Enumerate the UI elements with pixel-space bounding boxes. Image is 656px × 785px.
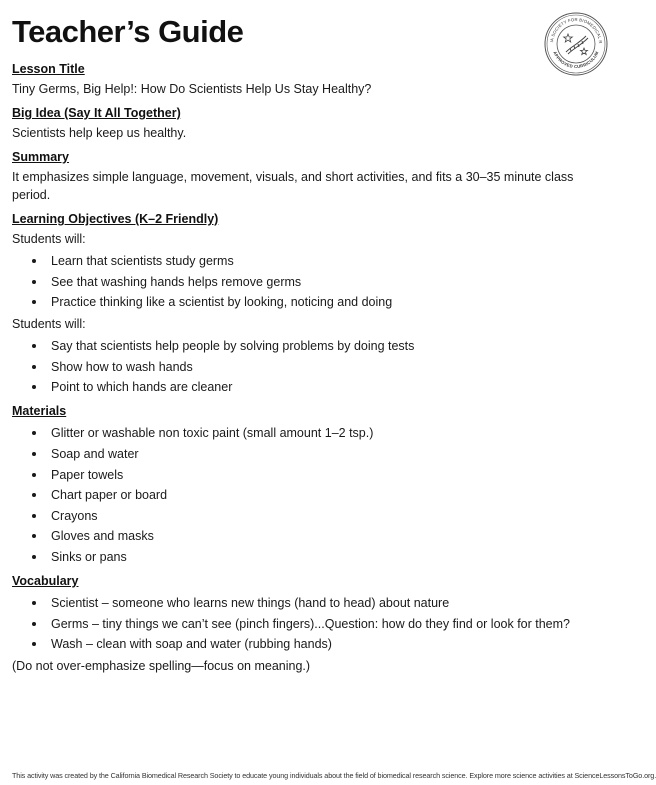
list-item: Sinks or pans [12,548,588,566]
lesson-title-text: Tiny Germs, Big Help!: How Do Scientists Help Us Stay Healthy? [12,82,372,96]
bullet-icon [32,642,36,646]
big-idea-heading: Big Idea (Say It All Together) [12,106,181,120]
list-item: Gloves and masks [12,527,588,545]
list-item: Crayons [12,507,588,525]
list-item: Scientist – someone who learns new things (hand to head) about nature [12,594,588,612]
list-item: Germs – tiny things we can’t see (pinch fingers)...Question: how do they find or look for them? [12,615,588,633]
guide-content [12,60,588,681]
footer-credit: This activity was created by the California Biomedical Research Society to educate young individuals about the field of biomedical research science. Explore more science activities at ScienceLessonsToGo.org. [12,771,656,780]
list-item: Wash – clean with soap and water (rubbing hands) [12,635,588,653]
summary-heading: Summary [12,150,69,164]
objectives-section [12,210,588,396]
bullet-icon [32,452,36,456]
list-item: Chart paper or board [12,486,588,504]
list-item: Glitter or washable non toxic paint (small amount 1–2 tsp.) [12,424,588,442]
bullet-icon [32,300,36,304]
objectives-intro-2: Students will: [12,317,86,332]
summary-text: It emphasizes simple language, movement, visuals, and short activities, and fits a 30–35 minute class period. [12,170,574,202]
list-item: Paper towels [12,466,588,484]
bullet-icon [32,365,36,369]
objectives-list-2 [12,337,588,396]
list-item: Say that scientists help people by solving problems by doing tests [12,337,588,355]
list-item: Show how to wash hands [12,358,588,376]
bullet-icon [32,514,36,518]
bullet-icon [32,344,36,348]
bullet-icon [32,431,36,435]
bullet-icon [32,622,36,626]
vocabulary-section [12,572,588,675]
lesson-title-heading: Lesson Title [12,62,85,76]
bullet-icon [32,534,36,538]
big-idea-text: Scientists help keep us healthy. [12,126,187,140]
svg-text:CALIFORNIA SOCIETY FOR BIOMEDI: IA SOCIETY FOR BIOMEDICAL R [549,16,604,44]
bullet-icon [32,280,36,284]
bullet-icon [32,601,36,605]
objectives-intro-1: Students will: [12,232,86,246]
vocabulary-note: (Do not over-emphasize spelling—focus on meaning.) [12,659,311,674]
list-item: Point to which hands are cleaner [12,378,588,396]
svg-text:APPROVED CURRICULUM: APPROVED CURRICULUM [552,50,600,70]
bullet-icon [32,555,36,559]
page-title: Teacher’s Guide [12,14,244,49]
list-item: Soap and water [12,445,588,463]
list-item: Learn that scientists study germs [12,252,588,270]
vocabulary-heading: Vocabulary [12,573,79,588]
list-item: See that washing hands helps remove germs [12,273,588,291]
objectives-heading: Learning Objectives (K–2 Friendly) [12,212,219,226]
list-item: Practice thinking like a scientist by looking, noticing and doing [12,293,588,311]
bullet-icon [32,473,36,477]
bullet-icon [32,259,36,263]
vocabulary-list [12,594,588,653]
objectives-list-1 [12,252,588,311]
materials-section [12,402,588,566]
bullet-icon [32,493,36,497]
summary-section [12,148,588,204]
big-idea-section [12,104,588,142]
lesson-title-section [12,60,588,98]
bullet-icon [32,385,36,389]
materials-list [12,424,588,566]
materials-heading: Materials [12,404,67,419]
